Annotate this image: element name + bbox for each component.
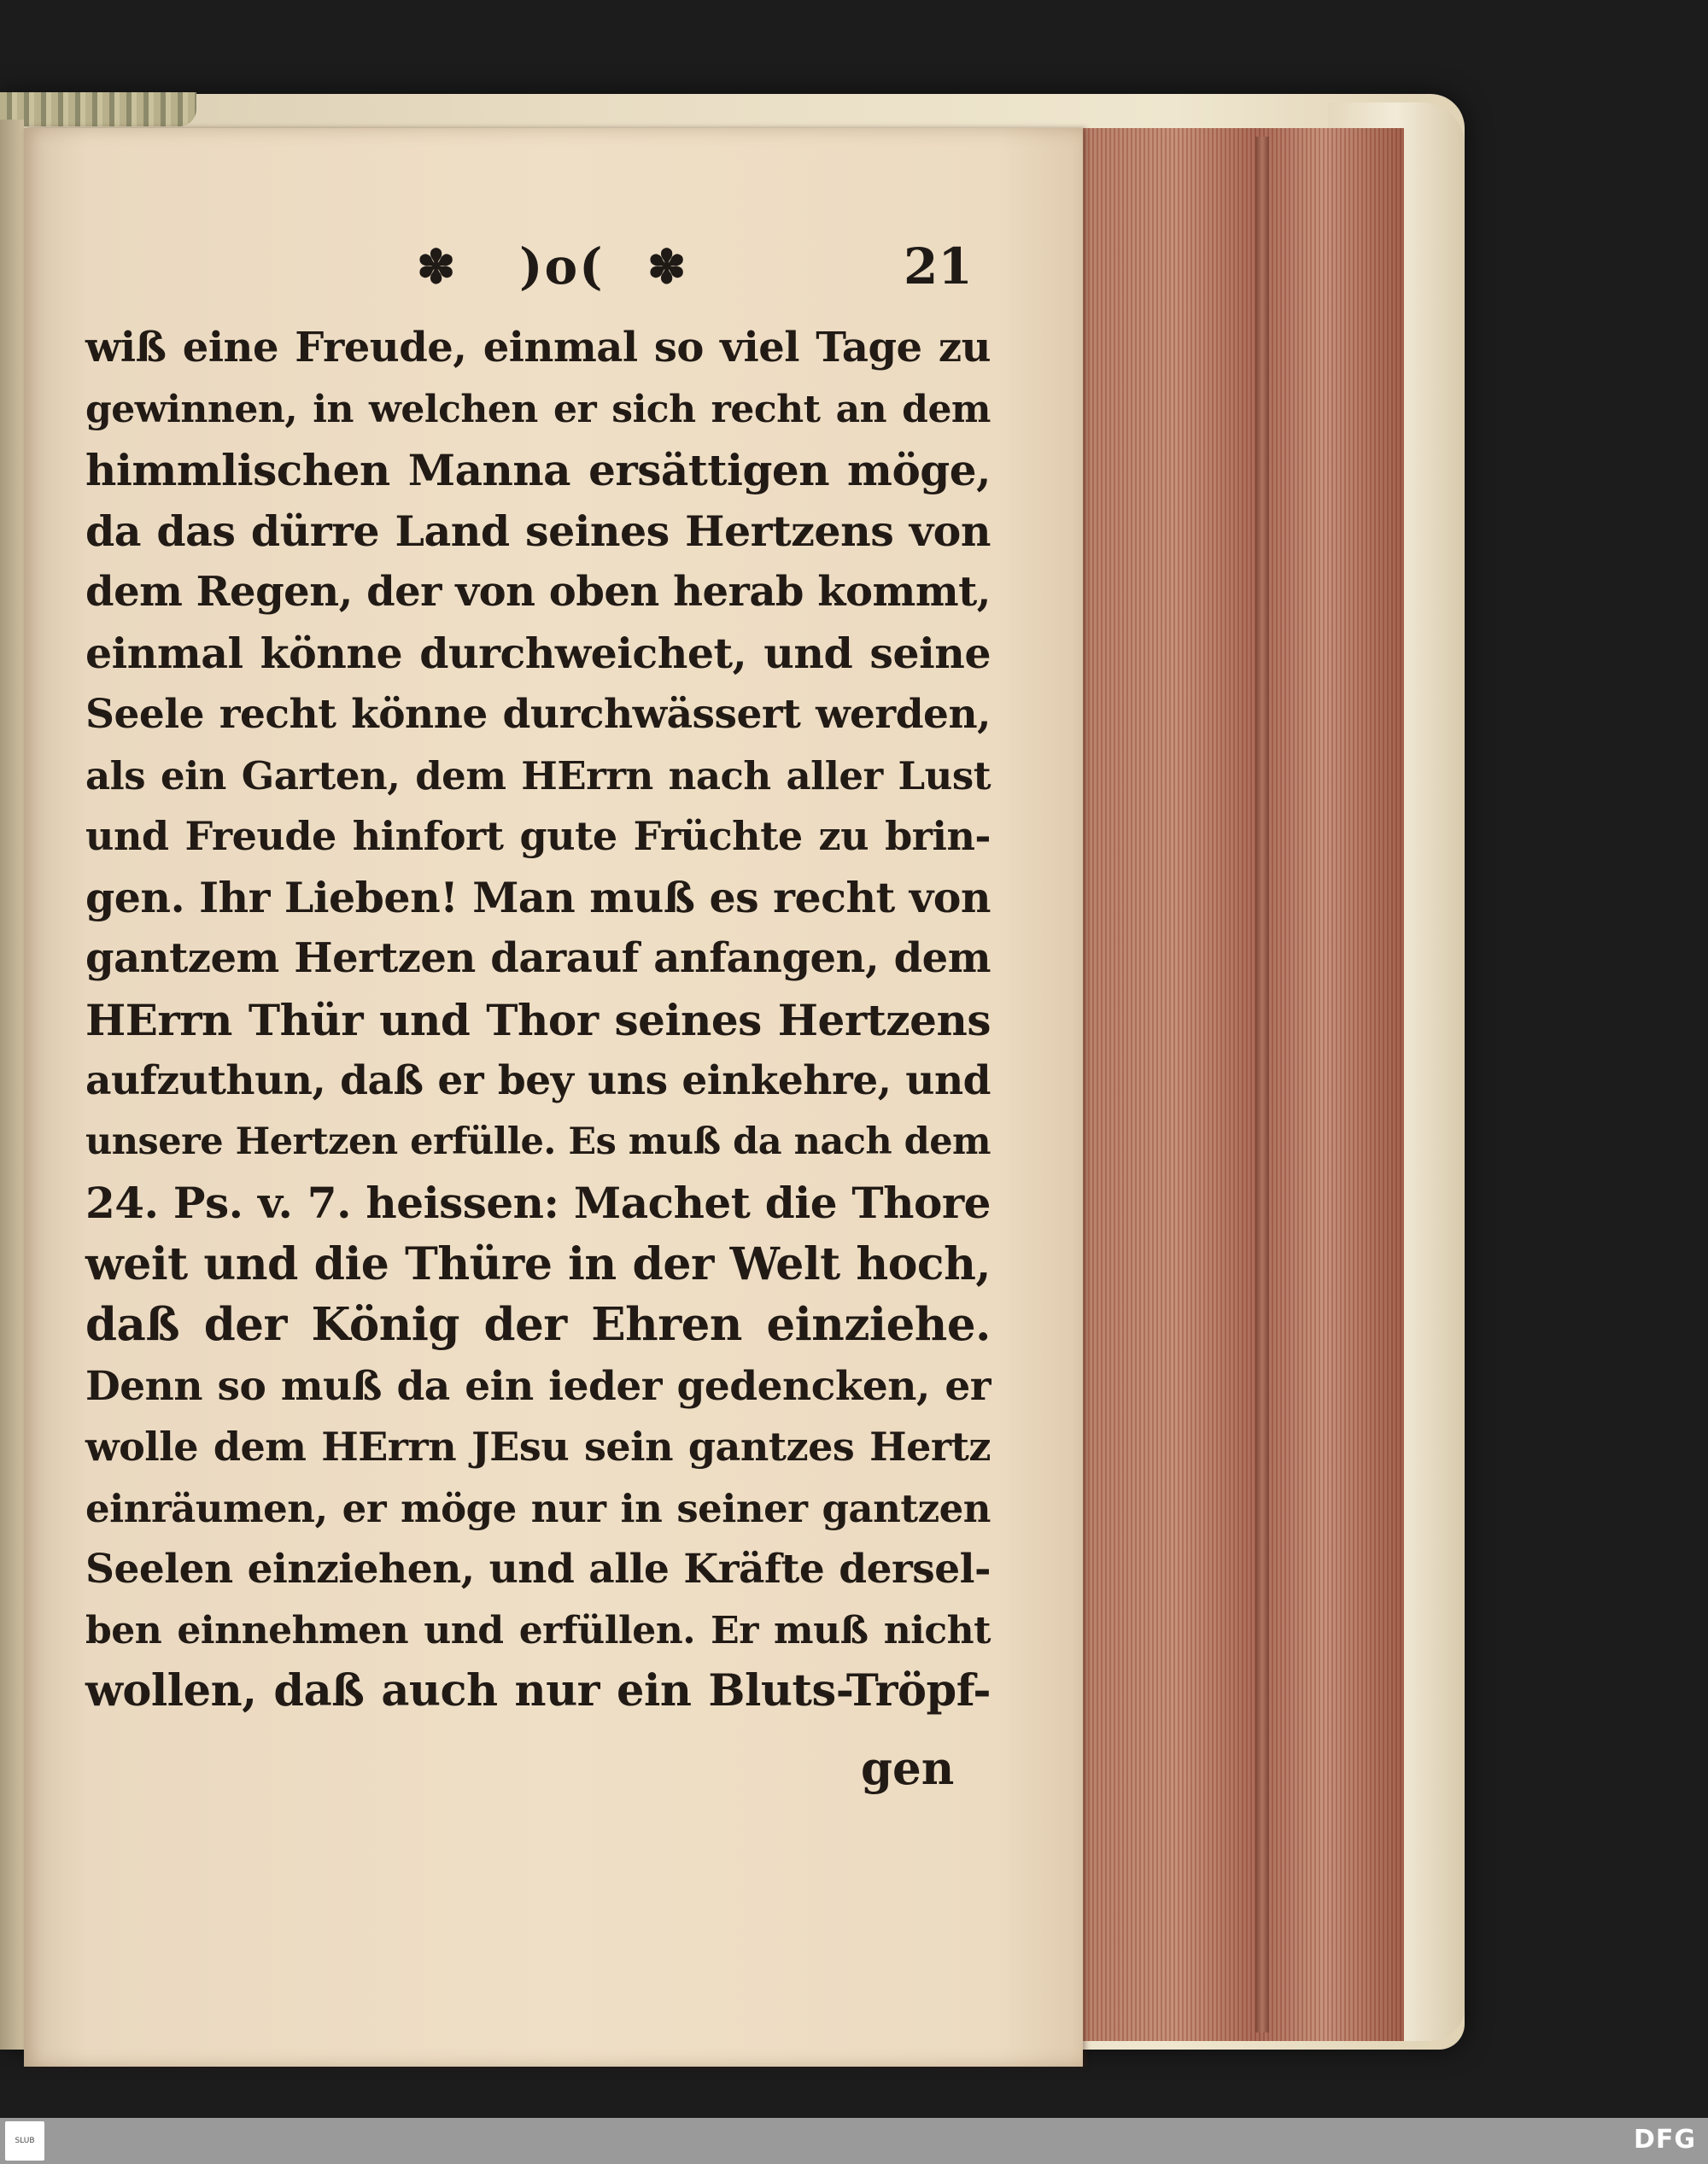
dfg-logo[interactable]: DFG — [1633, 2125, 1696, 2155]
running-header — [400, 232, 997, 301]
flower-ornament-icon: ✽ — [647, 239, 687, 294]
text-line: gen. Ihr Lieben! Man muß es recht von — [85, 872, 991, 922]
viewer-footer-bar — [0, 2118, 1708, 2164]
text-line: Denn so muß da ein ieder gedencken, er — [85, 1362, 991, 1410]
header-mark: )o( — [519, 237, 605, 295]
text-line: wiß eine Freude, einmal so viel Tage zu — [85, 324, 991, 371]
text-line: dem Regen, der von oben herab kommt, — [85, 568, 991, 616]
library-logo-icon[interactable]: SLUB — [5, 2121, 44, 2161]
text-line: gantzem Hertzen darauf anfangen, dem — [85, 934, 991, 982]
text-line: wollen, daß auch nur ein Bluts-Tröpf- — [85, 1665, 991, 1717]
text-line: als ein Garten, dem HErrn nach aller Lust — [85, 752, 991, 798]
catchword: gen — [861, 1742, 955, 1795]
text-line: daß der König der Ehren einziehe. — [85, 1298, 991, 1351]
page-block-edges — [1078, 128, 1404, 2041]
page-number: 21 — [904, 237, 973, 295]
text-line: himmlischen Manna ersättigen möge, — [85, 445, 991, 495]
text-line: Seele recht könne durchwässert werden, — [85, 691, 991, 738]
text-line: wolle dem HErrn JEsu sein gantzes Hertz — [85, 1424, 991, 1470]
text-line: HErrn Thür und Thor seines Hertzens — [85, 994, 991, 1045]
body-text — [85, 318, 991, 1722]
text-line: Seelen einziehen, und alle Kräfte dersel- — [85, 1546, 991, 1593]
page-block-gap — [1255, 137, 1269, 2032]
spine-edge — [0, 120, 24, 2050]
text-line: da das dürre Land seines Hertzens von — [85, 506, 991, 556]
text-line: einmal könne durchweichet, und seine — [85, 628, 991, 678]
text-line: unsere Hertzen erfülle. Es muß da nach dem — [85, 1120, 991, 1163]
text-line: 24. Ps. v. 7. heissen: Machet die Thore — [85, 1178, 991, 1228]
text-line: aufzuthun, daß er bey uns einkehre, und — [85, 1057, 991, 1104]
text-line: ben einnehmen und erfüllen. Er muß nicht — [85, 1608, 991, 1652]
book-page — [24, 128, 1083, 2067]
text-line: gewinnen, in welchen er sich recht an dem — [85, 387, 991, 431]
headband — [0, 92, 196, 126]
text-line: weit und die Thüre in der Welt hoch, — [85, 1237, 991, 1290]
flower-ornament-icon: ✽ — [417, 239, 456, 294]
text-line: und Freude hinfort gute Früchte zu brin- — [85, 813, 991, 859]
text-line: einräumen, er möge nur in seiner gantzen — [85, 1485, 991, 1531]
